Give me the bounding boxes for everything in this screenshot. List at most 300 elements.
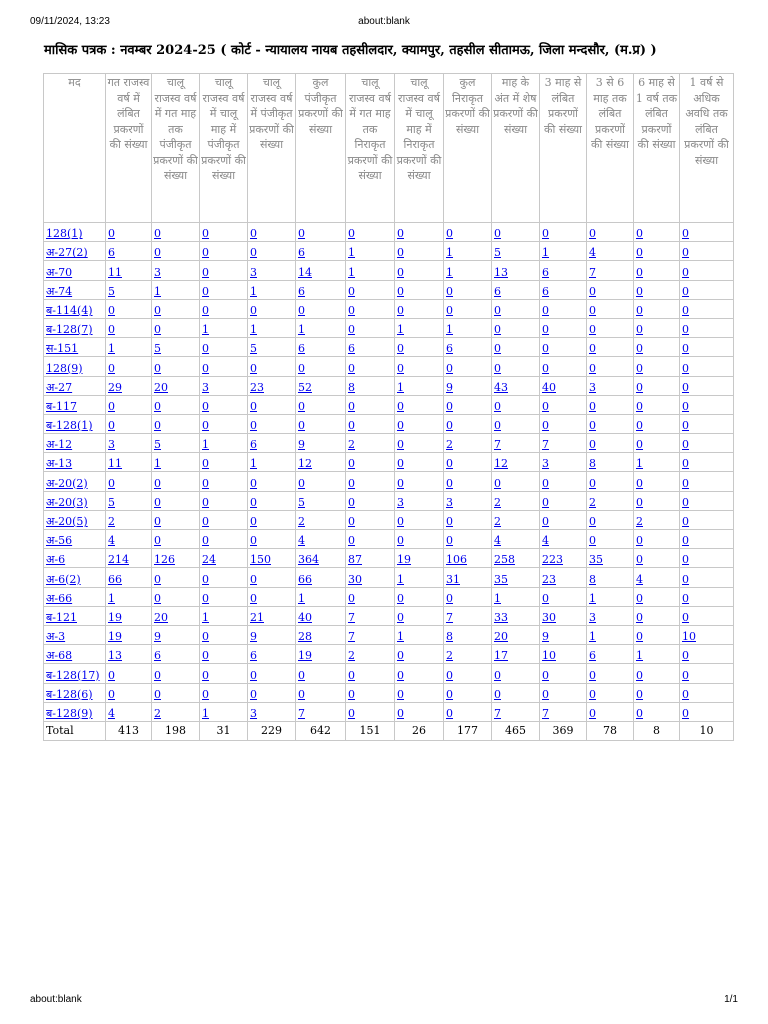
case-count-link[interactable]: 0	[682, 323, 689, 337]
case-count-link[interactable]: 0	[298, 476, 305, 490]
case-count-link[interactable]: 0	[397, 457, 404, 471]
case-count-link[interactable]: 0	[589, 515, 596, 528]
case-count-link[interactable]: 0	[397, 534, 404, 548]
case-type-link[interactable]: अ-20(3)	[46, 495, 88, 509]
case-count-link[interactable]: 0	[154, 227, 161, 241]
case-count-link[interactable]: 0	[397, 591, 404, 605]
case-count-link[interactable]: 19	[108, 630, 122, 644]
case-count-link[interactable]: 1	[589, 591, 596, 605]
case-count-link[interactable]: 1	[202, 610, 209, 624]
case-count-link[interactable]: 5	[494, 246, 501, 260]
case-type-link[interactable]: अ-13	[46, 457, 73, 471]
case-count-link[interactable]: 6	[542, 265, 549, 279]
case-count-link[interactable]: 0	[636, 361, 643, 375]
case-count-link[interactable]: 12	[298, 457, 312, 471]
case-count-link[interactable]: 5	[250, 342, 257, 356]
case-count-link[interactable]: 0	[348, 668, 355, 682]
case-count-link[interactable]: 0	[682, 419, 689, 433]
case-count-link[interactable]: 0	[397, 342, 404, 356]
case-count-link[interactable]: 0	[446, 303, 453, 317]
case-count-link[interactable]: 0	[250, 361, 257, 375]
case-count-link[interactable]: 0	[397, 361, 404, 375]
case-count-link[interactable]: 1	[397, 572, 404, 586]
case-count-link[interactable]: 0	[298, 668, 305, 682]
case-count-link[interactable]: 0	[202, 534, 209, 548]
case-count-link[interactable]: 0	[589, 687, 596, 701]
case-count-link[interactable]: 21	[250, 610, 264, 624]
case-count-link[interactable]: 0	[682, 303, 689, 317]
case-count-link[interactable]: 0	[298, 361, 305, 375]
case-count-link[interactable]: 1	[250, 323, 257, 337]
case-count-link[interactable]: 3	[154, 265, 161, 279]
case-count-link[interactable]: 0	[542, 323, 549, 337]
case-type-link[interactable]: अ-6(2)	[46, 572, 81, 586]
case-count-link[interactable]: 7	[298, 706, 305, 720]
case-count-link[interactable]: 0	[446, 399, 453, 413]
case-count-link[interactable]: 2	[636, 515, 643, 528]
case-count-link[interactable]: 0	[154, 399, 161, 413]
case-count-link[interactable]: 0	[250, 495, 257, 509]
case-count-link[interactable]: 0	[397, 476, 404, 490]
case-count-link[interactable]: 13	[108, 649, 122, 663]
case-count-link[interactable]: 1	[589, 630, 596, 644]
case-count-link[interactable]: 0	[348, 399, 355, 413]
case-count-link[interactable]: 0	[108, 323, 115, 337]
case-count-link[interactable]: 4	[542, 534, 549, 548]
case-count-link[interactable]: 0	[154, 572, 161, 586]
case-count-link[interactable]: 1	[298, 591, 305, 605]
case-count-link[interactable]: 6	[589, 649, 596, 663]
case-count-link[interactable]: 0	[202, 399, 209, 413]
case-count-link[interactable]: 1	[446, 323, 453, 337]
case-count-link[interactable]: 7	[348, 630, 355, 644]
case-count-link[interactable]: 0	[589, 534, 596, 548]
case-count-link[interactable]: 52	[298, 380, 312, 394]
case-count-link[interactable]: 0	[636, 476, 643, 490]
case-count-link[interactable]: 0	[348, 323, 355, 337]
case-count-link[interactable]: 0	[682, 534, 689, 548]
case-count-link[interactable]: 0	[202, 630, 209, 644]
case-count-link[interactable]: 0	[589, 323, 596, 337]
case-count-link[interactable]: 0	[494, 361, 501, 375]
case-count-link[interactable]: 0	[589, 476, 596, 490]
case-count-link[interactable]: 0	[682, 342, 689, 356]
case-count-link[interactable]: 5	[298, 495, 305, 509]
case-count-link[interactable]: 0	[682, 284, 689, 298]
case-count-link[interactable]: 0	[250, 399, 257, 413]
case-count-link[interactable]: 0	[397, 284, 404, 298]
case-count-link[interactable]: 0	[636, 591, 643, 605]
case-count-link[interactable]: 1	[154, 457, 161, 471]
case-count-link[interactable]: 2	[494, 495, 501, 509]
case-count-link[interactable]: 35	[494, 572, 508, 586]
case-count-link[interactable]: 9	[542, 630, 549, 644]
case-count-link[interactable]: 0	[108, 687, 115, 701]
case-count-link[interactable]: 0	[494, 419, 501, 433]
case-count-link[interactable]: 1	[250, 284, 257, 298]
case-count-link[interactable]: 23	[542, 572, 556, 586]
case-count-link[interactable]: 223	[542, 553, 563, 567]
case-count-link[interactable]: 31	[446, 572, 460, 586]
case-count-link[interactable]: 0	[682, 649, 689, 663]
case-count-link[interactable]: 0	[202, 515, 209, 528]
case-count-link[interactable]: 0	[348, 687, 355, 701]
case-count-link[interactable]: 0	[154, 534, 161, 548]
case-count-link[interactable]: 0	[298, 227, 305, 241]
case-count-link[interactable]: 6	[108, 246, 115, 260]
case-type-link[interactable]: अ-56	[46, 534, 73, 548]
case-count-link[interactable]: 7	[494, 706, 501, 720]
case-count-link[interactable]: 0	[202, 284, 209, 298]
case-count-link[interactable]: 3	[202, 380, 209, 394]
case-count-link[interactable]: 0	[446, 706, 453, 720]
case-count-link[interactable]: 10	[682, 630, 696, 644]
case-count-link[interactable]: 7	[542, 706, 549, 720]
case-count-link[interactable]: 0	[682, 495, 689, 509]
case-count-link[interactable]: 126	[154, 553, 175, 567]
case-count-link[interactable]: 0	[446, 227, 453, 241]
case-count-link[interactable]: 0	[202, 227, 209, 241]
case-count-link[interactable]: 214	[108, 553, 129, 567]
case-count-link[interactable]: 0	[397, 687, 404, 701]
case-count-link[interactable]: 0	[636, 630, 643, 644]
case-count-link[interactable]: 0	[348, 591, 355, 605]
case-count-link[interactable]: 10	[542, 649, 556, 663]
case-count-link[interactable]: 0	[202, 591, 209, 605]
case-count-link[interactable]: 7	[542, 438, 549, 452]
case-count-link[interactable]: 0	[202, 361, 209, 375]
case-count-link[interactable]: 0	[154, 515, 161, 528]
case-count-link[interactable]: 13	[494, 265, 508, 279]
case-count-link[interactable]: 0	[446, 476, 453, 490]
case-count-link[interactable]: 0	[348, 284, 355, 298]
case-type-link[interactable]: अ-12	[46, 438, 73, 452]
case-count-link[interactable]: 0	[250, 515, 257, 528]
case-count-link[interactable]: 33	[494, 610, 508, 624]
case-count-link[interactable]: 7	[348, 610, 355, 624]
case-count-link[interactable]: 0	[446, 361, 453, 375]
case-count-link[interactable]: 0	[636, 553, 643, 567]
case-count-link[interactable]: 6	[348, 342, 355, 356]
case-count-link[interactable]: 0	[682, 591, 689, 605]
case-count-link[interactable]: 1	[636, 649, 643, 663]
case-count-link[interactable]: 0	[682, 265, 689, 279]
case-count-link[interactable]: 1	[202, 706, 209, 720]
case-count-link[interactable]: 1	[397, 380, 404, 394]
case-count-link[interactable]: 2	[298, 515, 305, 528]
case-count-link[interactable]: 19	[108, 610, 122, 624]
case-count-link[interactable]: 0	[636, 246, 643, 260]
case-type-link[interactable]: अ-70	[46, 265, 73, 279]
case-count-link[interactable]: 258	[494, 553, 515, 567]
case-count-link[interactable]: 0	[202, 668, 209, 682]
case-type-link[interactable]: ब-117	[46, 399, 77, 413]
case-count-link[interactable]: 0	[682, 399, 689, 413]
case-count-link[interactable]: 0	[348, 457, 355, 471]
case-type-link[interactable]: अ-20(2)	[46, 476, 88, 490]
case-count-link[interactable]: 0	[397, 515, 404, 528]
case-count-link[interactable]: 2	[154, 706, 161, 720]
case-count-link[interactable]: 0	[636, 303, 643, 317]
case-count-link[interactable]: 1	[348, 246, 355, 260]
case-type-link[interactable]: ब-128(17)	[46, 668, 100, 682]
case-count-link[interactable]: 1	[446, 265, 453, 279]
case-count-link[interactable]: 19	[298, 649, 312, 663]
case-count-link[interactable]: 1	[202, 438, 209, 452]
case-count-link[interactable]: 0	[682, 246, 689, 260]
case-count-link[interactable]: 0	[250, 419, 257, 433]
case-count-link[interactable]: 0	[636, 284, 643, 298]
case-count-link[interactable]: 0	[154, 668, 161, 682]
case-count-link[interactable]: 0	[542, 668, 549, 682]
case-count-link[interactable]: 0	[542, 591, 549, 605]
case-count-link[interactable]: 3	[108, 438, 115, 452]
case-count-link[interactable]: 40	[542, 380, 556, 394]
case-count-link[interactable]: 43	[494, 380, 508, 394]
case-count-link[interactable]: 9	[298, 438, 305, 452]
case-type-link[interactable]: ब-128(9)	[46, 706, 93, 720]
case-count-link[interactable]: 0	[108, 419, 115, 433]
case-count-link[interactable]: 0	[682, 438, 689, 452]
case-type-link[interactable]: 128(9)	[46, 361, 83, 375]
case-count-link[interactable]: 66	[298, 572, 312, 586]
case-count-link[interactable]: 8	[589, 572, 596, 586]
case-count-link[interactable]: 0	[682, 668, 689, 682]
case-count-link[interactable]: 0	[636, 419, 643, 433]
case-count-link[interactable]: 30	[348, 572, 362, 586]
case-count-link[interactable]: 0	[298, 303, 305, 317]
case-count-link[interactable]: 0	[397, 438, 404, 452]
case-count-link[interactable]: 0	[636, 438, 643, 452]
case-count-link[interactable]: 2	[348, 438, 355, 452]
case-count-link[interactable]: 106	[446, 553, 467, 567]
case-count-link[interactable]: 0	[154, 246, 161, 260]
case-count-link[interactable]: 0	[636, 668, 643, 682]
case-count-link[interactable]: 2	[446, 438, 453, 452]
case-count-link[interactable]: 3	[446, 495, 453, 509]
case-count-link[interactable]: 0	[542, 419, 549, 433]
case-count-link[interactable]: 7	[589, 265, 596, 279]
case-count-link[interactable]: 0	[636, 265, 643, 279]
case-type-link[interactable]: अ-68	[46, 649, 73, 663]
case-count-link[interactable]: 0	[446, 284, 453, 298]
case-count-link[interactable]: 0	[348, 495, 355, 509]
case-count-link[interactable]: 0	[154, 361, 161, 375]
case-count-link[interactable]: 5	[108, 284, 115, 298]
case-count-link[interactable]: 6	[298, 284, 305, 298]
case-count-link[interactable]: 0	[446, 534, 453, 548]
case-count-link[interactable]: 0	[542, 303, 549, 317]
case-count-link[interactable]: 0	[636, 323, 643, 337]
case-count-link[interactable]: 5	[108, 495, 115, 509]
case-count-link[interactable]: 0	[542, 399, 549, 413]
case-count-link[interactable]: 0	[589, 419, 596, 433]
case-count-link[interactable]: 4	[589, 246, 596, 260]
case-count-link[interactable]: 8	[348, 380, 355, 394]
case-count-link[interactable]: 0	[202, 495, 209, 509]
case-count-link[interactable]: 0	[446, 515, 453, 528]
case-type-link[interactable]: अ-27(2)	[46, 246, 88, 260]
case-count-link[interactable]: 1	[108, 591, 115, 605]
case-count-link[interactable]: 0	[682, 553, 689, 567]
case-count-link[interactable]: 0	[348, 515, 355, 528]
case-count-link[interactable]: 0	[397, 303, 404, 317]
case-count-link[interactable]: 7	[494, 438, 501, 452]
case-count-link[interactable]: 6	[154, 649, 161, 663]
case-count-link[interactable]: 0	[154, 303, 161, 317]
case-count-link[interactable]: 7	[446, 610, 453, 624]
case-count-link[interactable]: 9	[250, 630, 257, 644]
case-count-link[interactable]: 24	[202, 553, 216, 567]
case-count-link[interactable]: 0	[154, 323, 161, 337]
case-type-link[interactable]: अ-3	[46, 630, 66, 644]
case-count-link[interactable]: 1	[542, 246, 549, 260]
case-type-link[interactable]: अ-74	[46, 284, 73, 298]
case-count-link[interactable]: 9	[446, 380, 453, 394]
case-count-link[interactable]: 0	[636, 399, 643, 413]
case-count-link[interactable]: 0	[154, 495, 161, 509]
case-count-link[interactable]: 40	[298, 610, 312, 624]
case-count-link[interactable]: 0	[108, 361, 115, 375]
case-count-link[interactable]: 1	[446, 246, 453, 260]
case-count-link[interactable]: 0	[397, 610, 404, 624]
case-count-link[interactable]: 6	[250, 438, 257, 452]
case-count-link[interactable]: 0	[589, 284, 596, 298]
case-type-link[interactable]: ब-128(7)	[46, 323, 93, 337]
case-count-link[interactable]: 0	[298, 419, 305, 433]
case-count-link[interactable]: 0	[154, 476, 161, 490]
case-count-link[interactable]: 17	[494, 649, 508, 663]
case-count-link[interactable]: 2	[108, 515, 115, 528]
case-count-link[interactable]: 0	[589, 303, 596, 317]
case-count-link[interactable]: 2	[494, 515, 501, 528]
case-count-link[interactable]: 1	[397, 630, 404, 644]
case-count-link[interactable]: 0	[202, 457, 209, 471]
case-count-link[interactable]: 0	[636, 687, 643, 701]
case-count-link[interactable]: 0	[636, 495, 643, 509]
case-count-link[interactable]: 0	[348, 419, 355, 433]
case-count-link[interactable]: 6	[298, 246, 305, 260]
case-count-link[interactable]: 0	[250, 227, 257, 241]
case-count-link[interactable]: 2	[348, 649, 355, 663]
case-count-link[interactable]: 20	[494, 630, 508, 644]
case-count-link[interactable]: 0	[154, 687, 161, 701]
case-count-link[interactable]: 6	[250, 649, 257, 663]
case-count-link[interactable]: 0	[202, 649, 209, 663]
case-count-link[interactable]: 2	[446, 649, 453, 663]
case-type-link[interactable]: अ-6	[46, 553, 66, 567]
case-count-link[interactable]: 4	[108, 534, 115, 548]
case-count-link[interactable]: 0	[202, 419, 209, 433]
case-type-link[interactable]: 128(1)	[46, 227, 83, 241]
case-count-link[interactable]: 1	[108, 342, 115, 356]
case-count-link[interactable]: 1	[154, 284, 161, 298]
case-count-link[interactable]: 0	[494, 342, 501, 356]
case-count-link[interactable]: 35	[589, 553, 603, 567]
case-count-link[interactable]: 0	[494, 687, 501, 701]
case-count-link[interactable]: 0	[250, 534, 257, 548]
case-count-link[interactable]: 0	[250, 303, 257, 317]
case-count-link[interactable]: 4	[108, 706, 115, 720]
case-type-link[interactable]: अ-27	[46, 380, 73, 394]
case-count-link[interactable]: 1	[250, 457, 257, 471]
case-count-link[interactable]: 30	[542, 610, 556, 624]
case-count-link[interactable]: 0	[636, 227, 643, 241]
case-count-link[interactable]: 0	[154, 591, 161, 605]
case-type-link[interactable]: ब-128(1)	[46, 419, 93, 433]
case-count-link[interactable]: 0	[202, 572, 209, 586]
case-count-link[interactable]: 0	[250, 246, 257, 260]
case-count-link[interactable]: 1	[348, 265, 355, 279]
case-count-link[interactable]: 0	[589, 706, 596, 720]
case-count-link[interactable]: 0	[682, 476, 689, 490]
case-count-link[interactable]: 0	[108, 303, 115, 317]
case-count-link[interactable]: 0	[298, 687, 305, 701]
case-count-link[interactable]: 0	[682, 227, 689, 241]
case-count-link[interactable]: 0	[348, 303, 355, 317]
case-count-link[interactable]: 0	[397, 706, 404, 720]
case-count-link[interactable]: 0	[250, 591, 257, 605]
case-count-link[interactable]: 14	[298, 265, 312, 279]
case-count-link[interactable]: 0	[446, 457, 453, 471]
case-count-link[interactable]: 0	[108, 227, 115, 241]
case-count-link[interactable]: 1	[202, 323, 209, 337]
case-count-link[interactable]: 0	[589, 399, 596, 413]
case-count-link[interactable]: 19	[397, 553, 411, 567]
case-count-link[interactable]: 6	[494, 284, 501, 298]
case-count-link[interactable]: 6	[542, 284, 549, 298]
case-count-link[interactable]: 0	[682, 610, 689, 624]
case-count-link[interactable]: 0	[589, 227, 596, 241]
case-count-link[interactable]: 0	[108, 399, 115, 413]
case-count-link[interactable]: 0	[682, 687, 689, 701]
case-count-link[interactable]: 1	[494, 591, 501, 605]
case-count-link[interactable]: 0	[446, 687, 453, 701]
case-count-link[interactable]: 0	[397, 668, 404, 682]
case-count-link[interactable]: 0	[542, 227, 549, 241]
case-count-link[interactable]: 0	[348, 361, 355, 375]
case-count-link[interactable]: 0	[589, 668, 596, 682]
case-count-link[interactable]: 1	[636, 457, 643, 471]
case-count-link[interactable]: 3	[589, 610, 596, 624]
case-count-link[interactable]: 364	[298, 553, 319, 567]
case-count-link[interactable]: 0	[682, 572, 689, 586]
case-count-link[interactable]: 0	[542, 687, 549, 701]
case-count-link[interactable]: 6	[298, 342, 305, 356]
case-count-link[interactable]: 4	[636, 572, 643, 586]
case-count-link[interactable]: 0	[494, 668, 501, 682]
case-count-link[interactable]: 0	[446, 591, 453, 605]
case-count-link[interactable]: 0	[202, 687, 209, 701]
case-count-link[interactable]: 0	[397, 419, 404, 433]
case-count-link[interactable]: 0	[202, 476, 209, 490]
case-count-link[interactable]: 2	[589, 495, 596, 509]
case-count-link[interactable]: 0	[348, 227, 355, 241]
case-count-link[interactable]: 1	[298, 323, 305, 337]
case-count-link[interactable]: 0	[202, 265, 209, 279]
case-count-link[interactable]: 8	[446, 630, 453, 644]
case-count-link[interactable]: 4	[298, 534, 305, 548]
case-type-link[interactable]: स-151	[46, 342, 79, 356]
case-type-link[interactable]: अ-20(5)	[46, 515, 88, 528]
case-count-link[interactable]: 0	[202, 246, 209, 260]
case-count-link[interactable]: 0	[446, 419, 453, 433]
case-count-link[interactable]: 0	[348, 534, 355, 548]
case-count-link[interactable]: 0	[636, 534, 643, 548]
case-type-link[interactable]: अ-66	[46, 591, 73, 605]
case-count-link[interactable]: 5	[154, 342, 161, 356]
case-count-link[interactable]: 0	[636, 610, 643, 624]
